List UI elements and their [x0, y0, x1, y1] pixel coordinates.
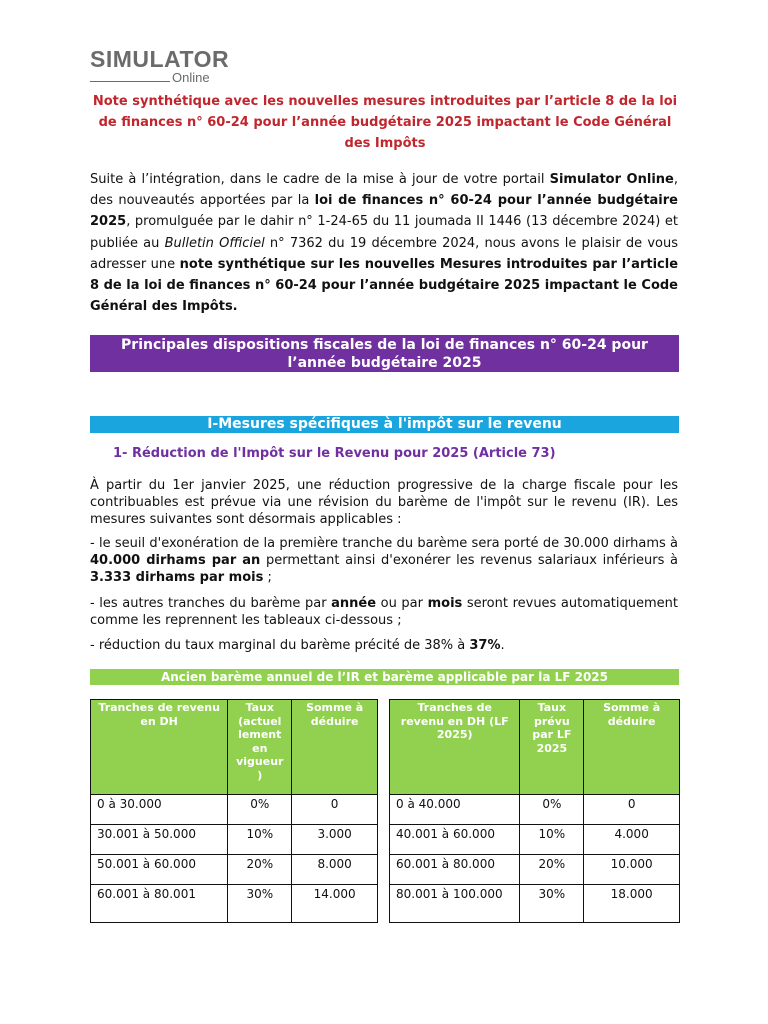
table-row	[91, 795, 378, 825]
header-somme: Somme à déduire	[584, 700, 680, 795]
intro-text-1: Suite à l’intégration, dans le cadre de la mise à jour de votre portail	[90, 172, 550, 187]
para4-text-2: .	[500, 638, 505, 653]
table-header-row	[390, 700, 680, 795]
table-row	[91, 855, 378, 885]
section-heading-ir: I-Mesures spécifiques à l'impôt sur le revenu	[90, 416, 679, 433]
cell-somme: 0	[584, 795, 680, 825]
cell-taux: 0%	[520, 795, 584, 825]
para4-bold-1: 37%	[469, 638, 501, 653]
para3-text-2: ou par	[376, 596, 428, 611]
cell-somme: 10.000	[584, 855, 680, 885]
cell-somme: 18.000	[584, 885, 680, 923]
new-bareme-table	[389, 699, 680, 923]
cell-somme: 8.000	[292, 855, 378, 885]
logo-sub-text: Online	[172, 70, 210, 85]
table-row	[390, 885, 680, 923]
cell-taux: 20%	[228, 855, 292, 885]
paragraph-other-brackets	[90, 595, 678, 629]
cell-tranche: 50.001 à 60.000	[91, 855, 228, 885]
para3-bold-1: année	[331, 596, 377, 611]
cell-taux: 30%	[520, 885, 584, 923]
table-row	[390, 855, 680, 885]
para2-text-1: - le seuil d'exonération de la première tranche du barème sera porté de 30.000 dirhams à	[90, 536, 678, 551]
para2-bold-2: 3.333 dirhams par mois	[90, 570, 264, 585]
intro-text-3: , promulguée par le dahir n° 1-24-65 du 11 joumada II 1446 (13 décembre 2024) et publiée au	[90, 214, 678, 251]
para2-bold-1: 40.000 dirhams par an	[90, 553, 261, 568]
table-row	[91, 885, 378, 923]
cell-tranche: 30.001 à 50.000	[91, 825, 228, 855]
header-tranches: Tranches de revenu en DH (LF 2025)	[390, 700, 520, 795]
cell-taux: 30%	[228, 885, 292, 923]
main-banner: Principales dispositions fiscales de la loi de finances n° 60-24 pour l’année budgétaire 2025	[90, 335, 679, 372]
old-bareme-table	[90, 699, 378, 923]
intro-italic-1: Bulletin Officiel	[164, 235, 265, 251]
cell-taux: 20%	[520, 855, 584, 885]
cell-tranche: 40.001 à 60.000	[390, 825, 520, 855]
cell-tranche: 60.001 à 80.001	[91, 885, 228, 923]
para4-text-1: - réduction du taux marginal du barème précité de 38% à	[90, 638, 470, 653]
table-row	[390, 795, 680, 825]
logo-line	[90, 81, 170, 82]
intro-text-2: , des nouveautés apportées par la	[90, 172, 678, 209]
cell-taux: 0%	[228, 795, 292, 825]
para2-text-3: ;	[263, 570, 272, 585]
table-row	[390, 825, 680, 855]
paragraph-intro-reduction: À partir du 1er janvier 2025, une réduction progressive de la charge fiscale pour les contribuables est prévue via une révision du barème de l'impôt sur le revenu (IR). Les mesures suivantes sont désormais applicables :	[90, 478, 678, 527]
table-row	[91, 825, 378, 855]
header-taux: Taux (actuel lement en vigueur )	[228, 700, 292, 795]
simulator-logo	[90, 48, 230, 85]
cell-somme: 4.000	[584, 825, 680, 855]
cell-tranche: 80.001 à 100.000	[390, 885, 520, 923]
paragraph-marginal-rate	[90, 637, 678, 654]
cell-somme: 0	[292, 795, 378, 825]
document-title: Note synthétique avec les nouvelles mesures introduites par l’article 8 de la loi de finances n° 60-24 pour l’année budgétaire 2025 impactant le Code Général des Impôts	[92, 94, 678, 151]
logo-brand: SIMULATOR	[90, 46, 230, 72]
intro-text-4: n° 7362 du 19 décembre 2024, nous avons le plaisir de vous adresser une	[90, 235, 678, 272]
intro-bold-1: Simulator Online	[549, 172, 674, 187]
cell-taux: 10%	[520, 825, 584, 855]
intro-paragraph	[90, 169, 678, 317]
cell-taux: 10%	[228, 825, 292, 855]
header-tranches: Tranches de revenu en DH	[91, 700, 228, 795]
cell-somme: 3.000	[292, 825, 378, 855]
header-taux: Taux prévu par LF 2025	[520, 700, 584, 795]
cell-somme: 14.000	[292, 885, 378, 923]
logo-sub	[90, 70, 230, 85]
intro-bold-2: loi de finances n° 60-24 pour l’année budgétaire 2025	[90, 193, 678, 230]
para3-text-1: - les autres tranches du barème par	[90, 596, 332, 611]
table-header-row	[91, 700, 378, 795]
cell-tranche: 0 à 30.000	[91, 795, 228, 825]
table-banner: Ancien barème annuel de l’IR et barème applicable par la LF 2025	[90, 669, 679, 685]
intro-bold-3: note synthétique sur les nouvelles Mesures introduites par l’article 8 de la loi de finances n° 60-24 pour l’année budgétaire 2025 impactant le Code Général des Impôts.	[90, 256, 679, 315]
para3-bold-2: mois	[427, 596, 463, 611]
cell-tranche: 0 à 40.000	[390, 795, 520, 825]
header-somme: Somme à déduire	[292, 700, 378, 795]
para3-text-3: seront revues automatiquement comme les reprennent les tableaux ci-dessous ;	[90, 596, 678, 628]
cell-tranche: 60.001 à 80.000	[390, 855, 520, 885]
paragraph-threshold	[90, 535, 678, 586]
para2-text-2: permettant ainsi d'exonérer les revenus salariaux inférieurs à	[260, 553, 678, 568]
subheading-article-73: 1- Réduction de l'Impôt sur le Revenu pour 2025 (Article 73)	[113, 446, 556, 461]
